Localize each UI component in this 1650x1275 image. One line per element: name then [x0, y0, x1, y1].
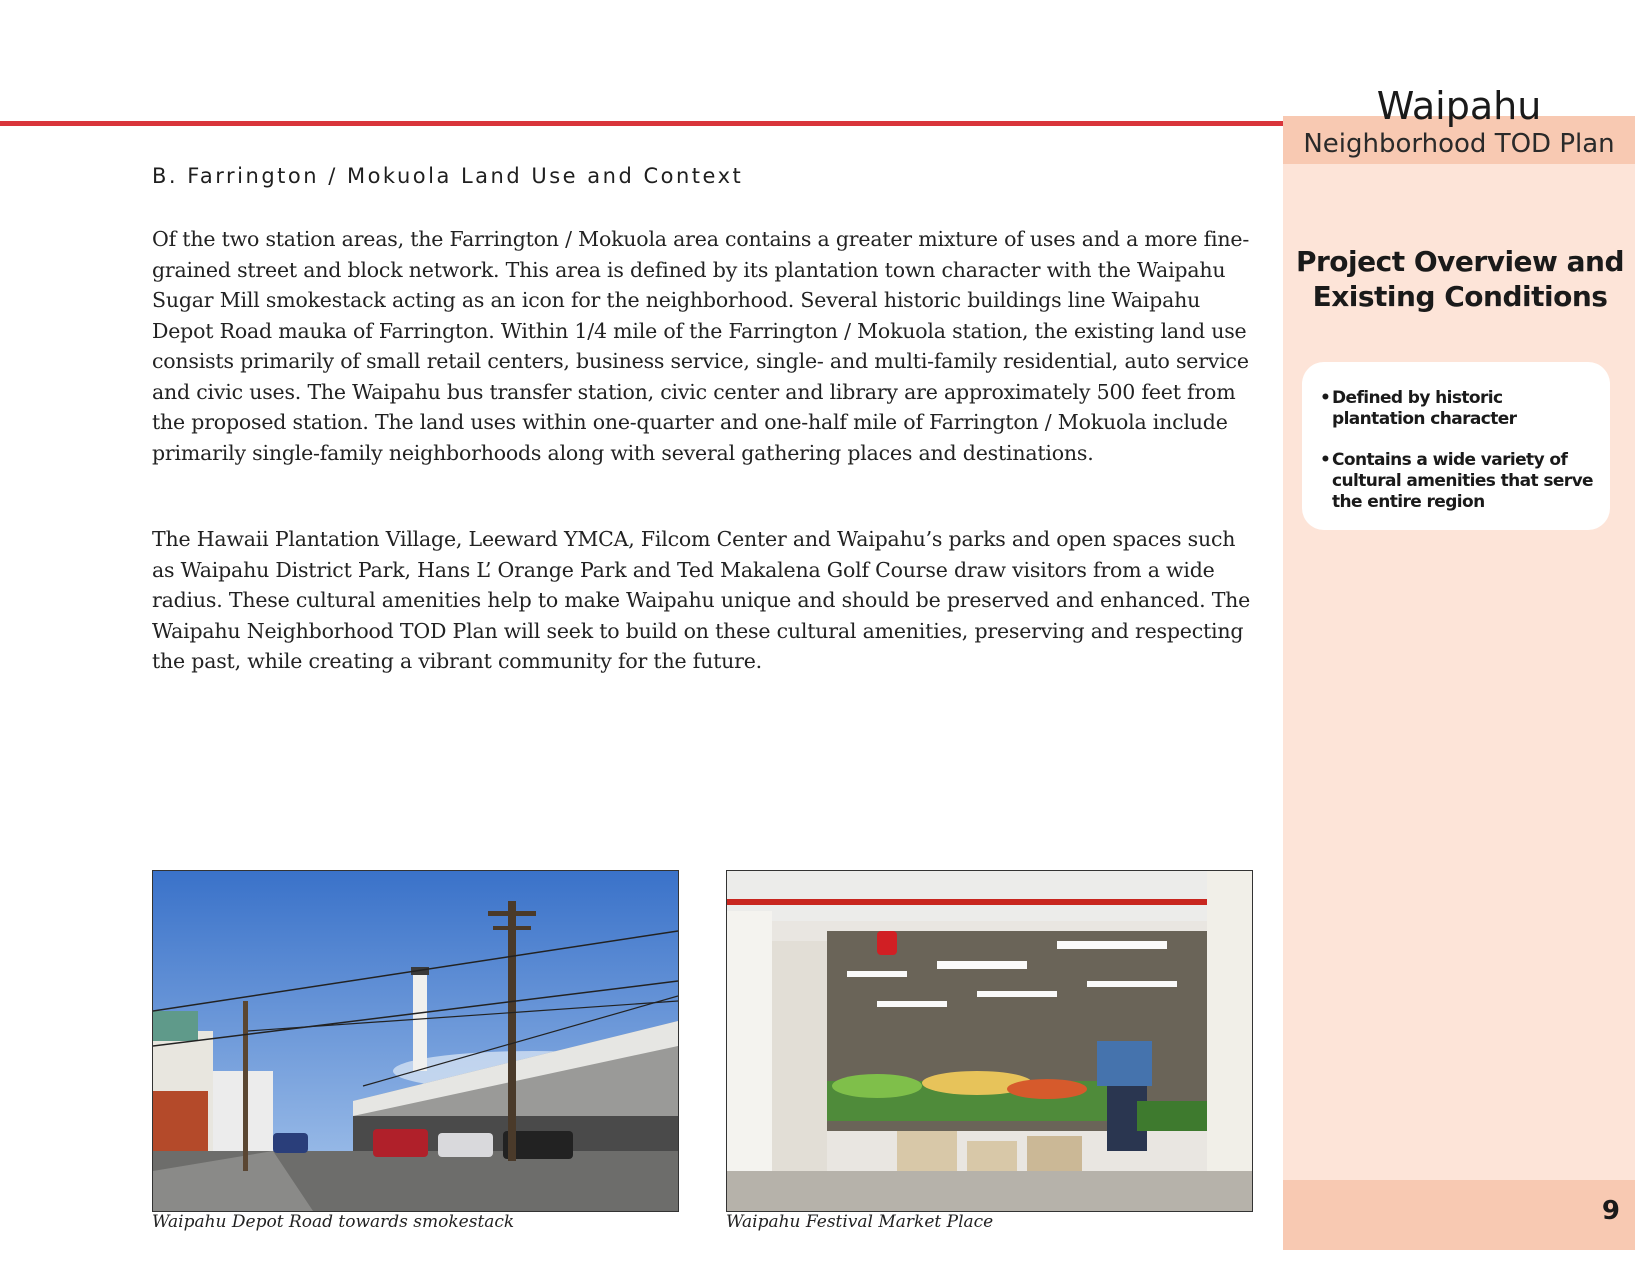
header-rule	[0, 121, 1290, 126]
body-paragraph-1: Of the two station areas, the Farrington / Mokuola area contains a greater mixture of uses and a more fine-grained street and block network. This area is defined by its plantation town character with the Waipahu Sugar Mill smokestack acting as an icon for the neighborhood. Several historic buildings line Waipahu Depot Road mauka of Farrington. Within 1/4 mile of the Farrington / Mokuola station, the existing land use consists primarily of small retail centers, business service, single- and multi-family residential, auto service and civic uses. The Waipahu bus transfer station, civic center and library are approximately 500 feet from the proposed station. The land uses within one-quarter and one-half mile of Farrington / Mokuola include primarily single-family neighborhoods along with several gathering places and destinations.	[152, 227, 1250, 465]
section-title: B. Farrington / Mokuola Land Use and Context	[152, 164, 744, 188]
photo-caption: Waipahu Depot Road towards smokestack	[152, 1212, 515, 1232]
brand-title: Waipahu	[1376, 84, 1542, 128]
sidebar-section-heading	[1290, 244, 1630, 314]
market-scene-image	[727, 871, 1252, 1211]
body-paragraph-2: The Hawaii Plantation Village, Leeward YMCA, Filcom Center and Waipahu’s parks and open spaces such as Waipahu District Park, Hans L’ Orange Park and Ted Makalena Golf Course draw visitors from a wide radius. These cultural amenities help to make Waipahu unique and should be preserved and enhanced. The Waipahu Neighborhood TOD Plan will seek to build on these cultural amenities, preserving and respecting the past, while creating a vibrant community for the future.	[152, 527, 1251, 673]
callout-item: • Contains a wide variety of cultural amenities that serve the entire region	[1320, 450, 1596, 513]
page-number: 9	[1601, 1196, 1620, 1226]
street-scene-image	[153, 871, 678, 1211]
callout-box	[1302, 362, 1610, 530]
photo-festival-market	[726, 870, 1253, 1212]
brand-subtitle: Neighborhood TOD Plan	[1303, 129, 1615, 159]
photo-caption: Waipahu Festival Market Place	[726, 1212, 994, 1232]
section-heading-line1: Project Overview and	[1295, 245, 1625, 278]
section-heading-line2: Existing Conditions	[1312, 280, 1608, 313]
photo-depot-road	[152, 870, 679, 1212]
callout-list	[1302, 362, 1610, 513]
callout-item: • Defined by historic plantation character	[1320, 388, 1596, 430]
